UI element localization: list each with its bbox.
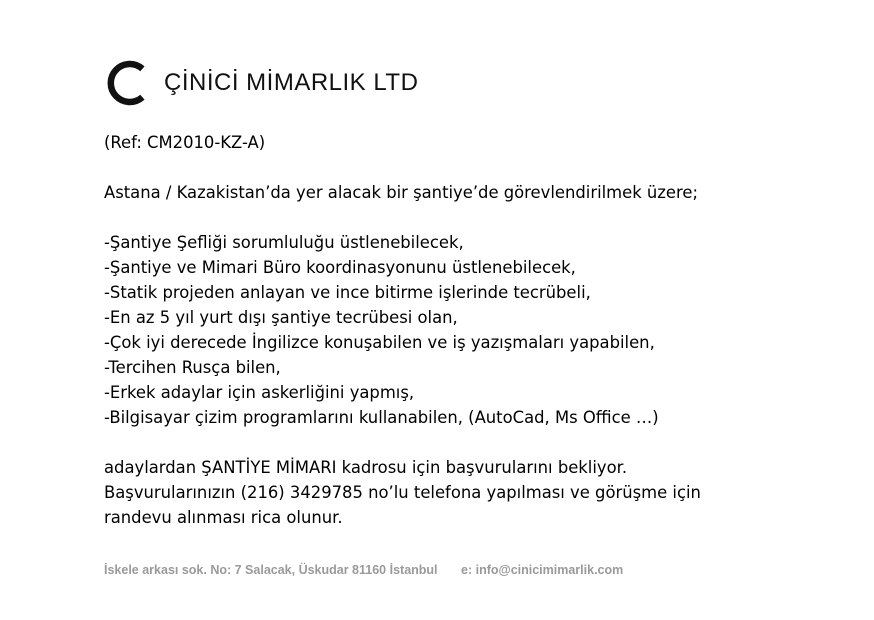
requirement-item: -Erkek adaylar için askerliğini yapmış,	[104, 383, 415, 402]
requirement-item: -Bilgisayar çizim programlarını kullanabilen, (AutoCad, Ms Office …)	[104, 408, 659, 427]
closing-line: Başvurularınızın (216) 3429785 no’lu telefona yapılması ve görüşme için	[104, 483, 701, 502]
requirements-list	[104, 230, 804, 430]
closing-line: randevu alınması rica olunur.	[104, 508, 343, 527]
requirement-item: -Şantiye ve Mimari Büro koordinasyonunu üstlenebilecek,	[104, 258, 576, 277]
company-name: ÇİNİCİ MİMARLIK LTD	[164, 69, 419, 96]
requirement-item: -Çok iyi derecede İngilizce konuşabilen ve iş yazışmaları yapabilen,	[104, 333, 655, 352]
closing-line: adaylardan ŞANTİYE MİMARI kadrosu için başvurularını bekliyor.	[104, 458, 628, 477]
requirement-item: -Şantiye Şefliği sorumluluğu üstlenebilecek,	[104, 233, 464, 252]
footer-contact	[104, 563, 623, 577]
reference-code: (Ref: CM2010-KZ-A)	[104, 133, 266, 152]
spacer	[104, 430, 804, 455]
spacer	[104, 155, 804, 180]
closing-paragraph	[104, 455, 804, 530]
spacer	[104, 205, 804, 230]
intro-text: Astana / Kazakistan’da yer alacak bir şantiye’de görevlendirilmek üzere;	[104, 183, 698, 202]
company-logo-icon	[104, 58, 154, 108]
job-posting-body	[104, 130, 804, 530]
footer-email: e: info@cinicimimarlik.com	[461, 563, 624, 577]
footer-address: İskele arkası sok. No: 7 Salacak, Üskudar 81160 İstanbul	[104, 563, 438, 577]
letterhead	[104, 58, 418, 108]
requirement-item: -Statik projeden anlayan ve ince bitirme işlerinde tecrübeli,	[104, 283, 591, 302]
requirement-item: -En az 5 yıl yurt dışı şantiye tecrübesi olan,	[104, 308, 458, 327]
requirement-item: -Tercihen Rusça bilen,	[104, 358, 281, 377]
